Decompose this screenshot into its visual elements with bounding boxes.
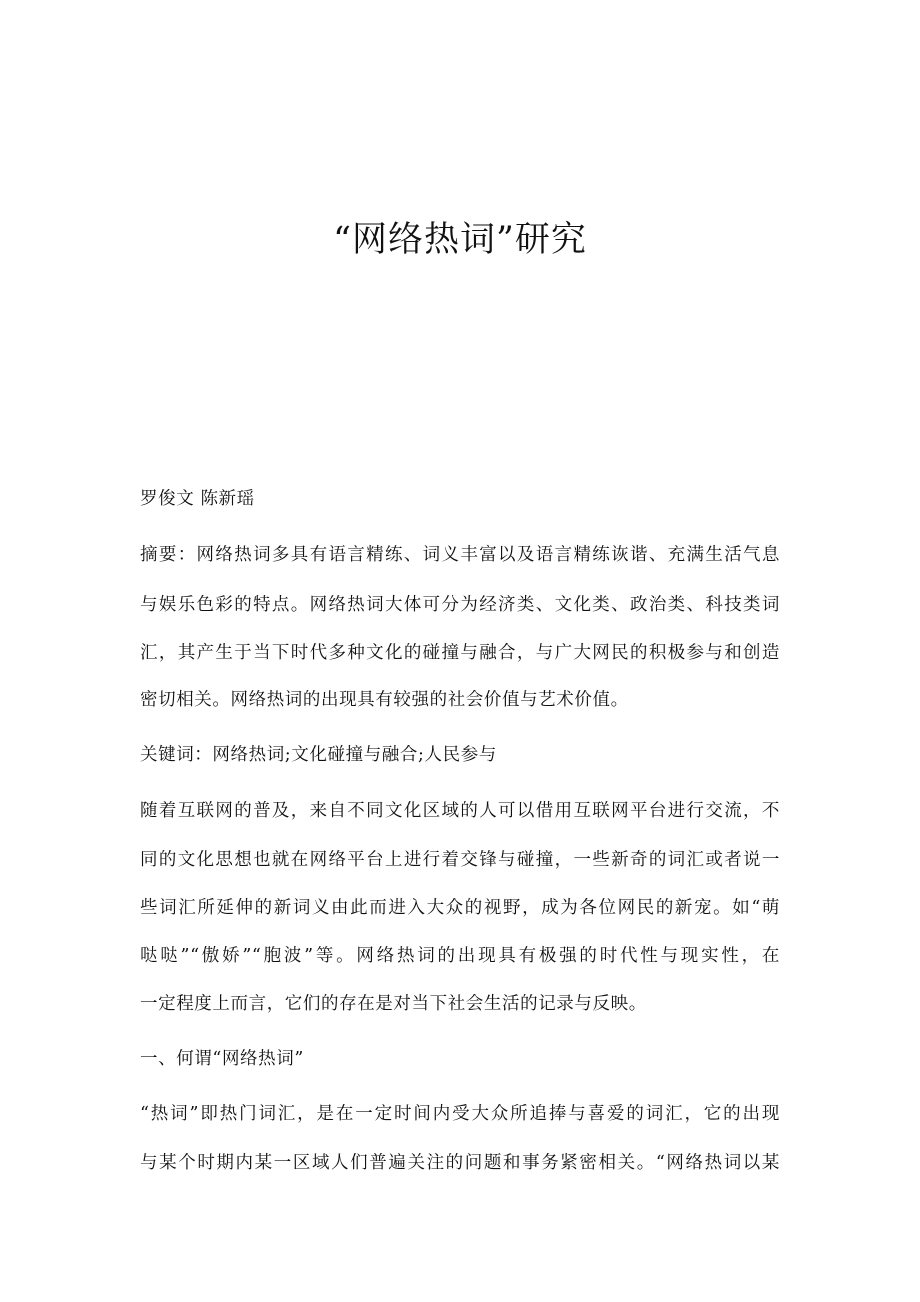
document-title: “网络热词”研究 (333, 220, 587, 260)
abstract-line: 与娱乐色彩的特点。网络热词大体可分为经济类、文化类、政治类、科技类词 (140, 595, 780, 615)
abstract-line: 密切相关。网络热词的出现具有较强的社会价值与艺术价值。 (140, 690, 629, 710)
abstract-line: 摘要：网络热词多具有语言精练、词义丰富以及语言精练诙谐、充满生活气息 (140, 545, 780, 565)
author-line: 罗俊文 陈新瑶 (140, 489, 255, 509)
body-line: 一定程度上而言，它们的存在是对当下社会生活的记录与反映。 (140, 994, 647, 1014)
abstract-line: 汇，其产生于当下时代多种文化的碰撞与融合，与广大网民的积极参与和创造 (140, 643, 780, 663)
body-line: 些词汇所延伸的新词义由此而进入大众的视野，成为各位网民的新宠。如“萌 (140, 898, 780, 918)
body-line: “热词”即热门词汇，是在一定时间内受大众所追捧与喜爱的词汇，它的出现 (140, 1104, 780, 1124)
section-heading: 一、何谓“网络热词” (140, 1049, 304, 1069)
keywords-line: 关键词：网络热词;文化碰撞与融合;人民参与 (140, 745, 497, 765)
body-line: 与某个时期内某一区域人们普遍关注的问题和事务紧密相关。“网络热词以某 (140, 1153, 780, 1173)
body-line: 哒哒”“傲娇”“胞波”等。网络热词的出现具有极强的时代性与现实性，在 (140, 946, 780, 966)
body-line: 随着互联网的普及，来自不同文化区域的人可以借用互联网平台进行交流，不 (140, 801, 780, 821)
body-line: 同的文化思想也就在网络平台上进行着交锋与碰撞，一些新奇的词汇或者说一 (140, 850, 780, 870)
